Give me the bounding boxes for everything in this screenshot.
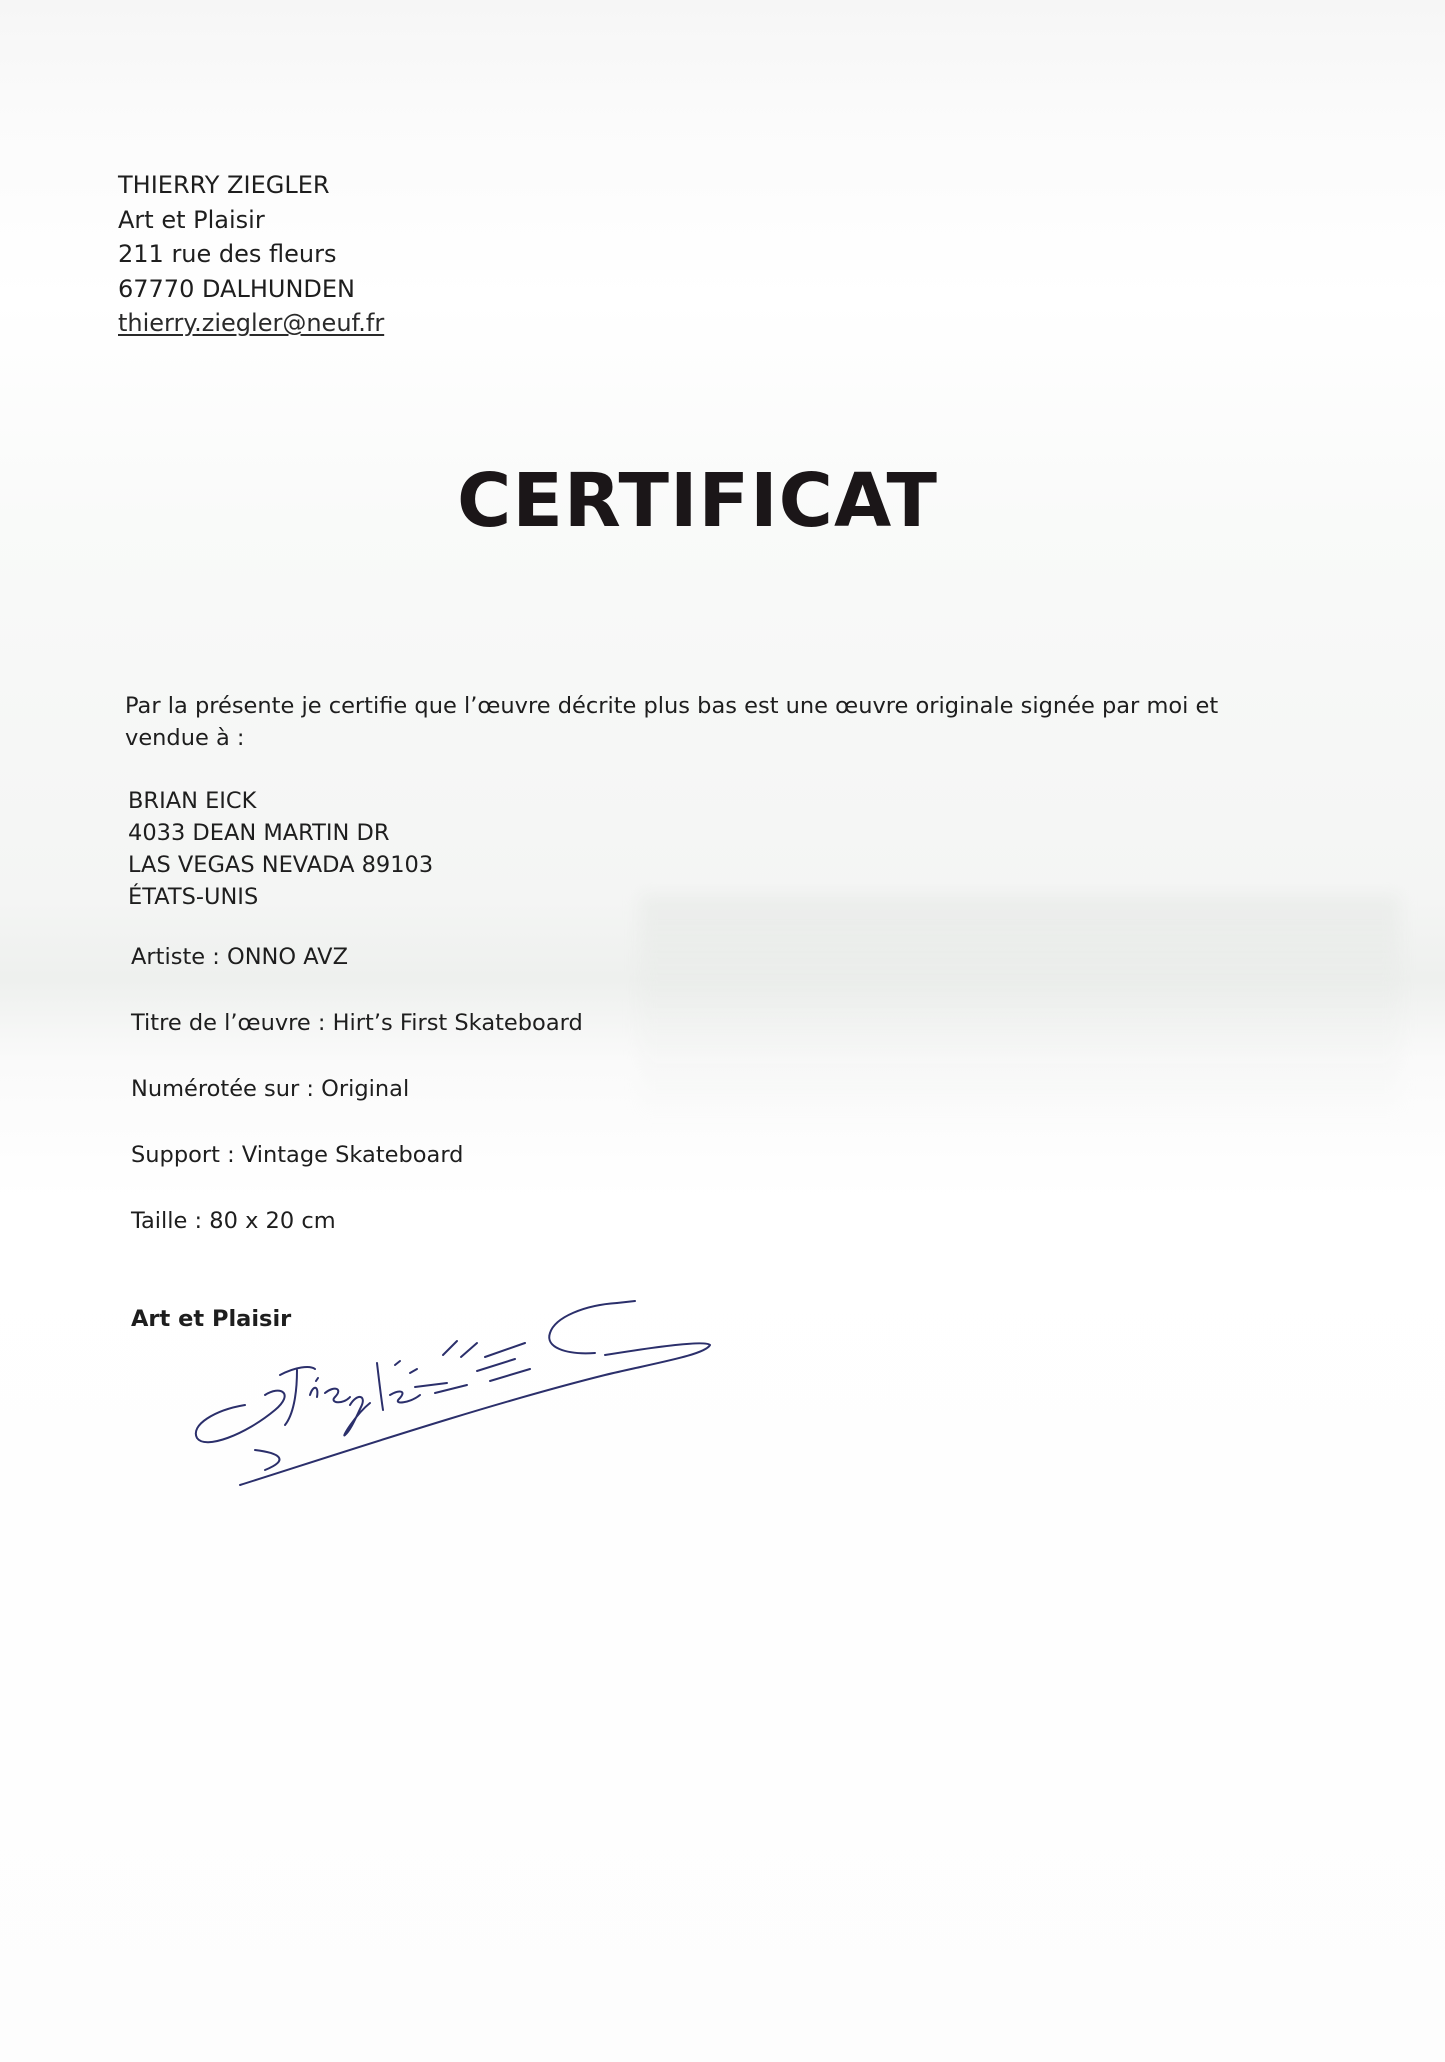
artwork-details (131, 944, 583, 1274)
artist-field: Artiste : ONNO AVZ (131, 944, 348, 970)
buyer-city: LAS VEGAS NEVADA 89103 (128, 852, 434, 878)
buyer-country: ÉTATS-UNIS (128, 884, 259, 910)
size-field: Taille : 80 x 20 cm (131, 1208, 336, 1234)
sender-street: 211 rue des fleurs (118, 240, 337, 268)
work-title-field: Titre de l’œuvre : Hirt’s First Skateboard (131, 1010, 583, 1036)
sender-address-block (118, 168, 384, 341)
sender-city: 67770 DALHUNDEN (118, 274, 355, 303)
closing-company: Art et Plaisir (131, 1306, 292, 1332)
sender-name: THIERRY ZIEGLER (118, 171, 330, 199)
buyer-street: 4033 DEAN MARTIN DR (128, 820, 390, 846)
handwritten-signature (185, 1285, 725, 1505)
support-field: Support : Vintage Skateboard (131, 1142, 464, 1168)
paper-fold-shadow (640, 895, 1400, 1125)
sender-email-link[interactable]: thierry.ziegler@neuf.fr (118, 309, 385, 337)
certification-statement: Par la présente je certifie que l’œuvre décrite plus bas est une œuvre originale signée par moi et vendue à : (125, 693, 1219, 751)
buyer-name: BRIAN EICK (128, 788, 257, 814)
numbered-field: Numérotée sur : Original (131, 1076, 410, 1102)
document-title: CERTIFICAT (457, 458, 938, 544)
buyer-address-block (128, 785, 433, 913)
sender-company: Art et Plaisir (118, 205, 265, 234)
